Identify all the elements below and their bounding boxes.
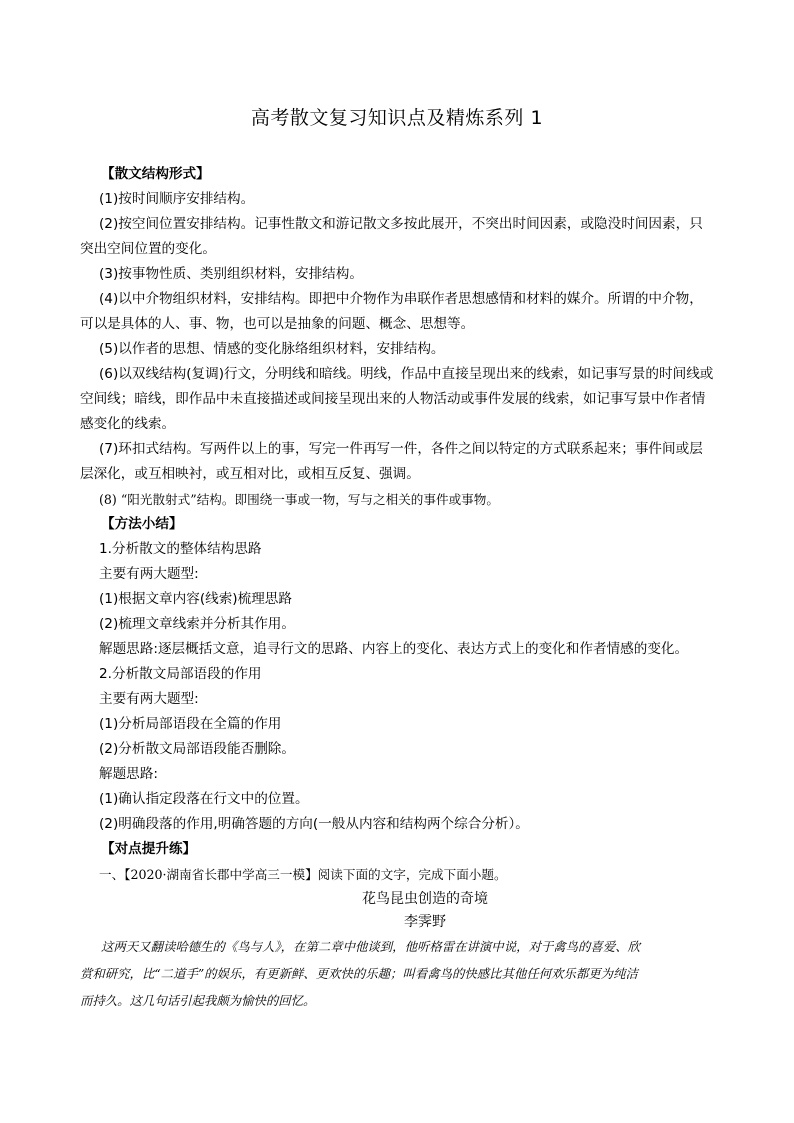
section-heading-practice: 【对点提升练】 [101, 841, 197, 857]
method-line-5: 解题思路:逐层概括文意，追寻行文的思路、内容上的变化、表达方式上的变化和作者情感的变化。 [99, 641, 689, 657]
method-line-8: (1)分析局部语段在全篇的作用 [99, 716, 282, 732]
method-line-6: 2.分析散文局部语段的作用 [99, 666, 262, 682]
structure-item-3: (3)按事物性质、类别组织材料，安排结构。 [99, 266, 363, 282]
article-paragraph-line-2: 赏和研究，比“二道手”的娱乐，有更新鲜、更欢快的乐趣；叫看禽鸟的快感比其他任何欢乐都更为纯洁 [80, 966, 638, 981]
document-title: 高考散文复习知识点及精炼系列 1 [250, 107, 544, 129]
method-line-1: 1.分析散文的整体结构思路 [99, 541, 262, 557]
method-line-11: (1)确认指定段落在行文中的位置。 [99, 791, 309, 807]
structure-item-2-cont: 突出空间位置的变化。 [80, 241, 216, 257]
article-author: 李霁野 [404, 914, 446, 930]
method-line-9: (2)分析散文局部语段能否删除。 [99, 741, 295, 757]
structure-item-6-cont-1: 空间线；暗线，即作品中未直接描述或间接呈现出来的人物活动或事件发展的线索，如记事写景中作者情 [80, 391, 706, 407]
practice-intro: 一、【2020·湖南省长郡中学高三一模】阅读下面的文字，完成下面小题。 [99, 867, 507, 882]
structure-item-4-cont: 可以是具体的人、事、物，也可以是抽象的问题、概念、思想等。 [80, 316, 475, 332]
article-title: 花鸟昆虫创造的奇境 [362, 891, 488, 907]
method-line-7: 主要有两大题型: [99, 691, 199, 707]
structure-item-5: (5)以作者的思想、情感的变化脉络组织材料，安排结构。 [99, 341, 445, 357]
structure-item-4: (4)以中介物组织材料，安排结构。即把中介物作为串联作者思想感情和材料的媒介。所谓的中介物， [99, 291, 703, 307]
structure-item-6-cont-2: 感变化的线索。 [80, 416, 176, 432]
method-line-3: (1)根据文章内容(线索)梳理思路 [99, 591, 292, 607]
structure-item-2: (2)按空间位置安排结构。记事性散文和游记散文多按此展开，不突出时间因素，或隐没时间因素，只 [99, 216, 703, 232]
section-heading-structure: 【散文结构形式】 [101, 166, 210, 182]
section-heading-method: 【方法小结】 [101, 516, 183, 532]
structure-item-7-cont: 层深化，或互相映衬，或互相对比，或相互反复、强调。 [80, 466, 420, 482]
structure-item-7: (7)环扣式结构。写两件以上的事，写完一件再写一件，各件之间以特定的方式联系起来；事件间或层 [99, 441, 703, 457]
document-body [80, 162, 728, 1014]
method-line-12: (2)明确段落的作用,明确答题的方向(一般从内容和结构两个综合分析）。 [99, 816, 529, 832]
method-line-4: (2)梳理文章线索并分析其作用。 [99, 616, 295, 632]
method-line-2: 主要有两大题型: [99, 566, 199, 582]
article-paragraph-line-3: 而持久。这几句话引起我颇为愉快的回忆。 [80, 993, 316, 1008]
article-paragraph-line-1: 这两天又翻读哈德生的《鸟与人》，在第二章中他谈到，他听格雷在讲演中说，对于禽鸟的喜爱、欣 [101, 939, 640, 954]
method-line-10: 解题思路: [99, 766, 158, 782]
structure-item-8: (8) “阳光散射式”结构。即围绕一事或一物，写与之相关的事件或事物。 [99, 492, 499, 507]
structure-item-1: (1)按时间顺序安排结构。 [99, 191, 255, 207]
structure-item-6: (6)以双线结构(复调)行文，分明线和暗线。明线，作品中直接呈现出来的线索，如记事写景的时间线或 [99, 366, 714, 382]
